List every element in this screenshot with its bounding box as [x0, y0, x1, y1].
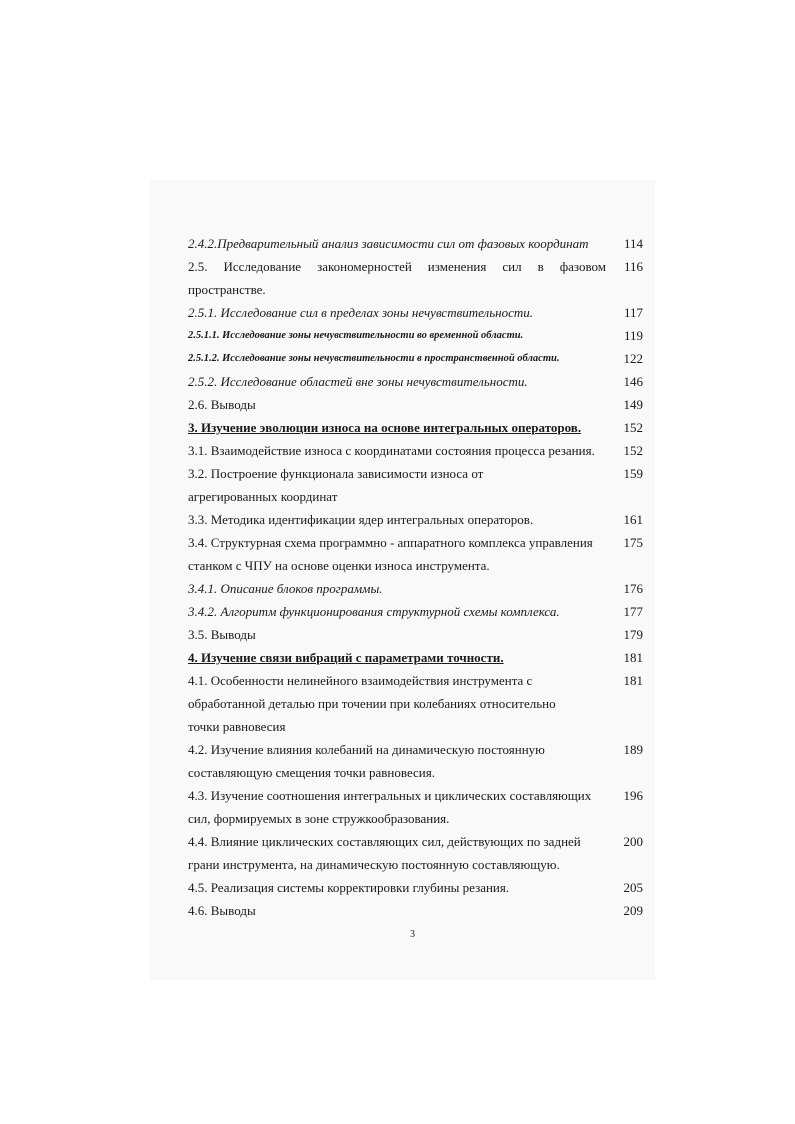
toc-entry-3-2[interactable]: [188, 462, 643, 508]
toc-entry-page: 175: [623, 535, 643, 550]
toc-entry-title: 3.5. Выводы: [188, 627, 256, 642]
toc-chapter-4[interactable]: [188, 646, 643, 669]
toc-entry-title: 4.6. Выводы: [188, 903, 256, 918]
toc-entry-page: 181: [623, 673, 643, 688]
toc-entry-page: 152: [623, 443, 643, 458]
toc-entry-title-line2: пространстве.: [188, 282, 266, 297]
toc-entry-page: 117: [623, 305, 643, 320]
toc-entry-title: 4.4. Влияние циклических составляющих сил, действующих по задней грани инструмента, на динамическую постоянную составляющую.: [188, 834, 581, 872]
toc-entry-4-2[interactable]: [188, 738, 643, 784]
toc-entry-title: 3.3. Методика идентификации ядер интегральных операторов.: [188, 512, 534, 527]
toc-entry-title: 3.4.1. Описание блоков программы.: [188, 581, 383, 596]
toc-entry-3-5[interactable]: [188, 623, 643, 646]
toc-entry-page: 189: [623, 742, 643, 757]
toc-entry-4-5[interactable]: [188, 876, 643, 899]
toc-entry-2-5-1[interactable]: [188, 301, 643, 324]
toc-entry-title: [188, 255, 606, 301]
toc-entry-2-6[interactable]: [188, 393, 643, 416]
toc-chapter-title: 4. Изучение связи вибраций с параметрами точности.: [188, 650, 504, 665]
toc-entry-title: 2.5.2. Исследование областей вне зоны нечувствительности.: [188, 374, 528, 389]
toc-entry-page: 119: [623, 328, 643, 343]
toc-entry-2-5-1-2[interactable]: [188, 347, 643, 370]
toc-entry-page: 159: [623, 466, 643, 481]
toc-entry-title: 2.4.2.Предварительный анализ зависимости сил от фазовых координат: [188, 236, 589, 251]
toc-entry-page: 114: [623, 236, 643, 251]
page-number: 3: [410, 929, 415, 940]
toc-entry-page: 205: [623, 880, 643, 895]
toc-entry-title: 2.5.1. Исследование сил в пределах зоны нечувствительности.: [188, 305, 533, 320]
toc-entry-title: 2.5.1.2. Исследование зоны нечувствительности в пространственной области.: [188, 353, 560, 364]
toc-entry-3-3[interactable]: [188, 508, 643, 531]
toc-entry-3-4-2[interactable]: [188, 600, 643, 623]
toc-entry-page: 179: [623, 627, 643, 642]
toc-entry-title: 3.4.2. Алгоритм функционирования структурной схемы комплекса.: [188, 604, 560, 619]
toc-entry-title: 4.2. Изучение влияния колебаний на динамическую постоянную составляющую смещения точки равновесия.: [188, 742, 545, 780]
toc-entry-page: 181: [623, 650, 643, 665]
toc-entry-page: 176: [623, 581, 643, 596]
toc-entry-title: 4.3. Изучение соотношения интегральных и циклических составляющих сил, формируемых в зоне стружкообразования.: [188, 788, 592, 826]
toc-entry-page: 116: [623, 259, 643, 274]
toc-entry-title: 4.5. Реализация системы корректировки глубины резания.: [188, 880, 510, 895]
toc-entry-title: 3.4. Структурная схема программно - аппаратного комплекса управления станком с ЧПУ на основе оценки износа инструмента.: [188, 535, 593, 573]
toc-chapter-title: 3. Изучение эволюции износа на основе интегральных операторов.: [188, 420, 582, 435]
toc-entry-3-1[interactable]: [188, 439, 643, 462]
toc-entry-title: 4.1. Особенности нелинейного взаимодействия инструмента с обработанной деталью при точении при колебаниях относительно точки равновесия: [188, 673, 556, 734]
toc-entry-page: 200: [623, 834, 643, 849]
toc-entry-title: 2.5.1.1. Исследование зоны нечувствительности во временной области.: [188, 330, 524, 341]
toc-entry-title: 2.6. Выводы: [188, 397, 256, 412]
toc-entry-2-5[interactable]: [188, 255, 643, 301]
toc-entry-3-4-1[interactable]: [188, 577, 643, 600]
toc-entry-title: 3.2. Построение функционала зависимости износа от агрегированных координат: [188, 466, 484, 504]
toc-entry-4-6[interactable]: [188, 899, 643, 922]
toc-entry-title-line1: 2.5. Исследование закономерностей изменения сил в фазовом: [188, 259, 606, 274]
toc-entry-4-3[interactable]: [188, 784, 643, 830]
table-of-contents: [188, 232, 643, 922]
toc-entry-title: 3.1. Взаимодействие износа с координатами состояния процесса резания.: [188, 443, 595, 458]
toc-chapter-3[interactable]: [188, 416, 643, 439]
toc-entry-page: 146: [623, 374, 643, 389]
toc-entry-4-1[interactable]: [188, 669, 643, 738]
toc-entry-3-4[interactable]: [188, 531, 643, 577]
toc-entry-page: 177: [623, 604, 643, 619]
toc-entry-2-5-2[interactable]: [188, 370, 643, 393]
toc-entry-page: 152: [623, 420, 643, 435]
toc-entry-page: 149: [623, 397, 643, 412]
toc-entry-page: 161: [623, 512, 643, 527]
toc-entry-4-4[interactable]: [188, 830, 643, 876]
toc-entry-2-4-2[interactable]: [188, 232, 643, 255]
toc-entry-page: 122: [623, 351, 643, 366]
toc-entry-2-5-1-1[interactable]: [188, 324, 643, 347]
toc-entry-page: 196: [623, 788, 643, 803]
toc-entry-page: 209: [623, 903, 643, 918]
